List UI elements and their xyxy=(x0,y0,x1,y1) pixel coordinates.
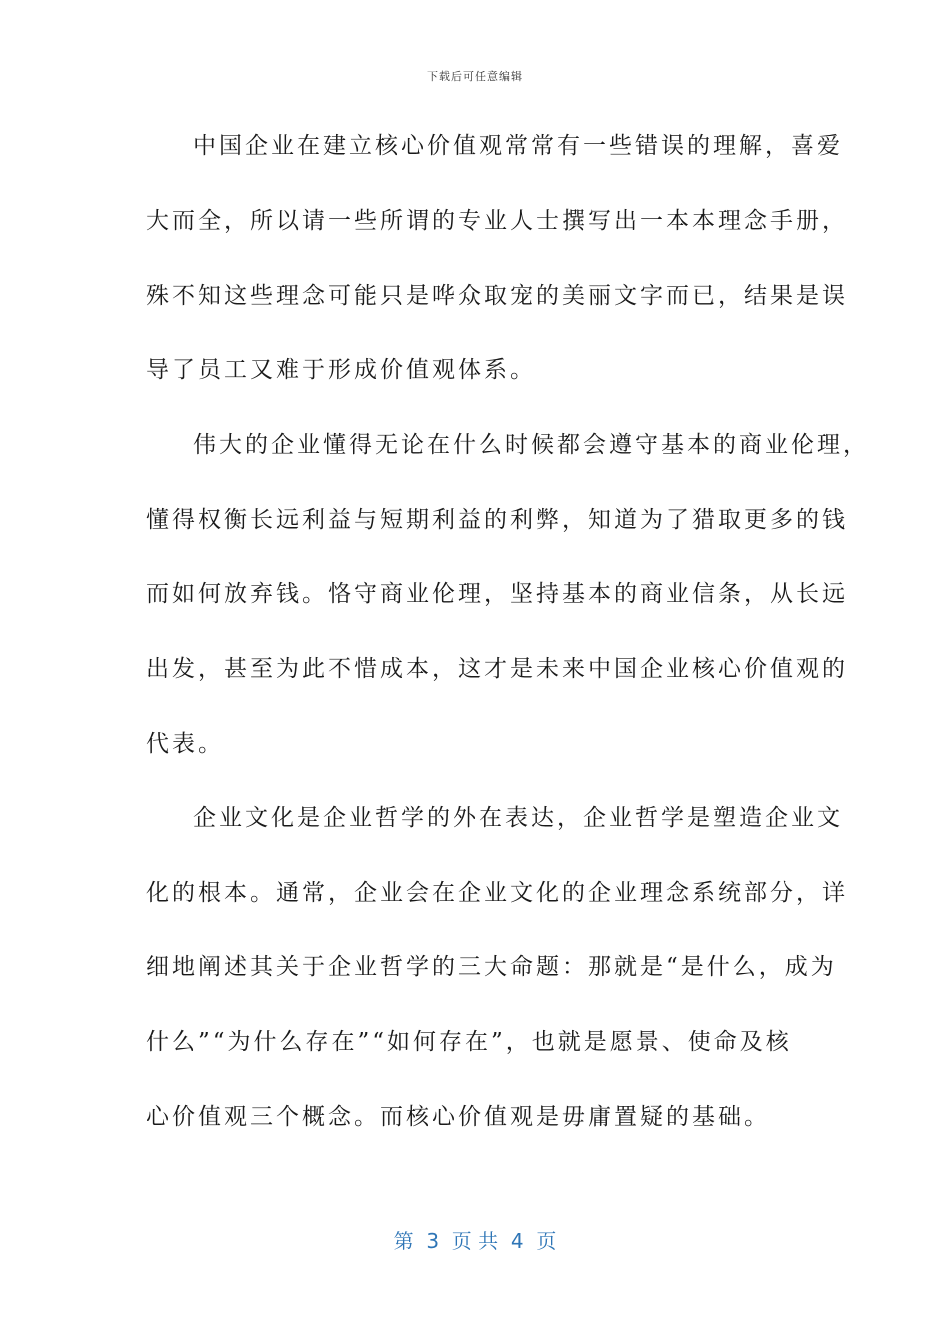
paragraph-2-line-1: 伟大的企业懂得无论在什么时候都会遵守基本的商业伦理， xyxy=(193,432,869,458)
paragraph-3-line-4: 什么”“为什么存在”“如何存在”，也就是愿景、使命及核 xyxy=(146,1029,792,1055)
paragraph-1-line-4: 导了员工又难于形成价值观体系。 xyxy=(146,357,536,383)
paragraph-2-line-2: 懂得权衡长远利益与短期利益的利弊，知道为了猎取更多的钱 xyxy=(146,507,848,533)
paragraph-2-line-5: 代表。 xyxy=(146,731,224,757)
paragraph-3-line-1: 企业文化是企业哲学的外在表达，企业哲学是塑造企业文 xyxy=(193,805,843,831)
paragraph-3-line-2: 化的根本。通常，企业会在企业文化的企业理念系统部分，详 xyxy=(146,880,848,906)
paragraph-3-line-5: 心价值观三个概念。而核心价值观是毋庸置疑的基础。 xyxy=(146,1104,770,1130)
paragraph-3-line-3: 细地阐述其关于企业哲学的三大命题：那就是“是什么，成为 xyxy=(146,954,837,980)
page-number-footer: 第 3 页 共 4 页 xyxy=(393,1229,557,1253)
paragraph-1-line-2: 大而全，所以请一些所谓的专业人士撰写出一本本理念手册， xyxy=(146,208,848,234)
paragraph-1-line-1: 中国企业在建立核心价值观常常有一些错误的理解，喜爱 xyxy=(193,133,843,159)
paragraph-2-line-4: 出发，甚至为此不惜成本，这才是未来中国企业核心价值观的 xyxy=(146,656,848,682)
paragraph-2-line-3: 而如何放弃钱。恪守商业伦理，坚持基本的商业信条，从长远 xyxy=(146,581,848,607)
header-note: 下载后可任意编辑 xyxy=(427,70,523,83)
paragraph-1-line-3: 殊不知这些理念可能只是哗众取宠的美丽文字而已，结果是误 xyxy=(146,283,848,309)
